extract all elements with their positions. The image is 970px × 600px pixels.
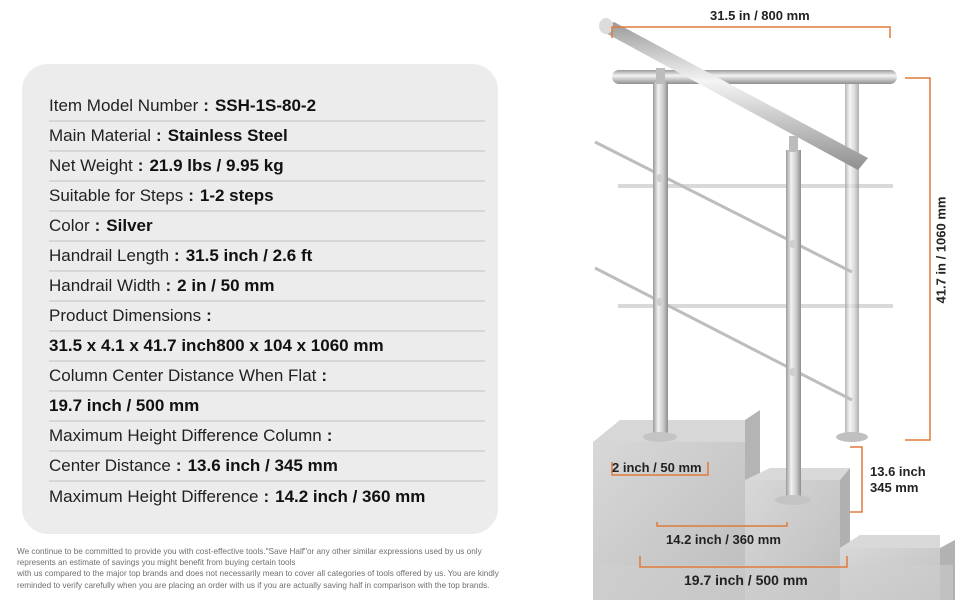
spec-list	[49, 92, 485, 512]
disclaimer-line: represents an estimate of savings you might benefit from buying certain tools	[17, 558, 296, 568]
spec-row	[49, 422, 485, 452]
spec-value: 19.7 inch / 500 mm	[49, 396, 200, 415]
spec-separator: :	[203, 96, 209, 115]
spec-value: 13.6 inch / 345 mm	[187, 456, 338, 475]
spec-value: 21.9 lbs / 9.95 kg	[149, 156, 284, 175]
spec-label: Maximum Height Difference Column	[49, 426, 322, 445]
spec-separator: :	[326, 426, 333, 445]
spec-value: Stainless Steel	[167, 126, 288, 145]
spec-value: 14.2 inch / 360 mm	[275, 487, 426, 506]
spec-row	[49, 182, 485, 212]
spec-separator: :	[137, 156, 144, 175]
spec-label: Handrail Width	[49, 276, 161, 295]
spec-row	[49, 302, 485, 332]
disclaimer-line: with us compared to the major top brands and does not necessarily mean to cover all categories of tools offered by us. You are kindly	[17, 569, 499, 579]
spec-row	[49, 332, 485, 362]
spec-separator: :	[165, 276, 172, 295]
spec-row	[49, 482, 485, 512]
center-distance-label: 19.7 inch / 500 mm	[684, 572, 808, 588]
spec-row	[49, 452, 485, 482]
spec-row	[49, 242, 485, 272]
spec-label: Item Model Number	[49, 96, 199, 115]
spec-separator: :	[321, 366, 328, 385]
spec-row	[49, 212, 485, 242]
spec-row	[49, 392, 485, 422]
total-height-label: 41.7 in / 1060 mm	[933, 196, 949, 304]
spec-value: 31.5 inch / 2.6 ft	[185, 246, 313, 265]
spec-separator: :	[263, 487, 270, 506]
spec-row	[49, 92, 485, 122]
spec-label: Color	[49, 216, 90, 235]
spec-separator: :	[175, 456, 182, 475]
disclaimer-text	[17, 546, 577, 591]
step-height-label-line2: 345 mm	[870, 480, 919, 495]
spec-label: Column Center Distance When Flat	[49, 366, 317, 385]
spec-separator: :	[174, 246, 180, 265]
spec-separator: :	[188, 186, 194, 205]
spec-row	[49, 272, 485, 302]
spec-label: Handrail Length	[49, 246, 170, 265]
spec-label: Maximum Height Difference	[49, 487, 259, 506]
spec-row	[49, 362, 485, 392]
spec-label: Suitable for Steps	[49, 186, 184, 205]
spec-separator: :	[206, 306, 212, 325]
post-base-label: 2 inch / 50 mm	[612, 460, 702, 475]
spec-value: 2 in / 50 mm	[177, 276, 275, 295]
spec-value: SSH-1S-80-2	[214, 96, 317, 115]
spec-label: Center Distance	[49, 456, 171, 475]
spec-value: 1-2 steps	[199, 186, 274, 205]
spec-row	[49, 152, 485, 182]
spec-value: 31.5 x 4.1 x 41.7 inch800 x 104 x 1060 mm	[49, 336, 384, 355]
disclaimer-line: reminded to verify carefully when you are placing an order with us if you are actually saving half in comparison with the top brands.	[17, 580, 490, 590]
spec-label: Net Weight	[49, 156, 133, 175]
disclaimer-line: We continue to be committed to provide you with cost-effective tools."Save Half"or any other similar expressions used by us only	[17, 547, 482, 556]
height-difference-label: 14.2 inch / 360 mm	[666, 532, 781, 547]
step-height-label-line1: 13.6 inch	[870, 464, 926, 479]
spec-separator: :	[156, 126, 162, 145]
spec-row	[49, 122, 485, 152]
top-width-label: 31.5 in / 800 mm	[710, 8, 810, 23]
spec-value: Silver	[106, 216, 153, 235]
spec-separator: :	[94, 216, 101, 235]
spec-label: Main Material	[49, 126, 152, 145]
handrail-illustration	[560, 0, 970, 600]
spec-label: Product Dimensions	[49, 306, 202, 325]
